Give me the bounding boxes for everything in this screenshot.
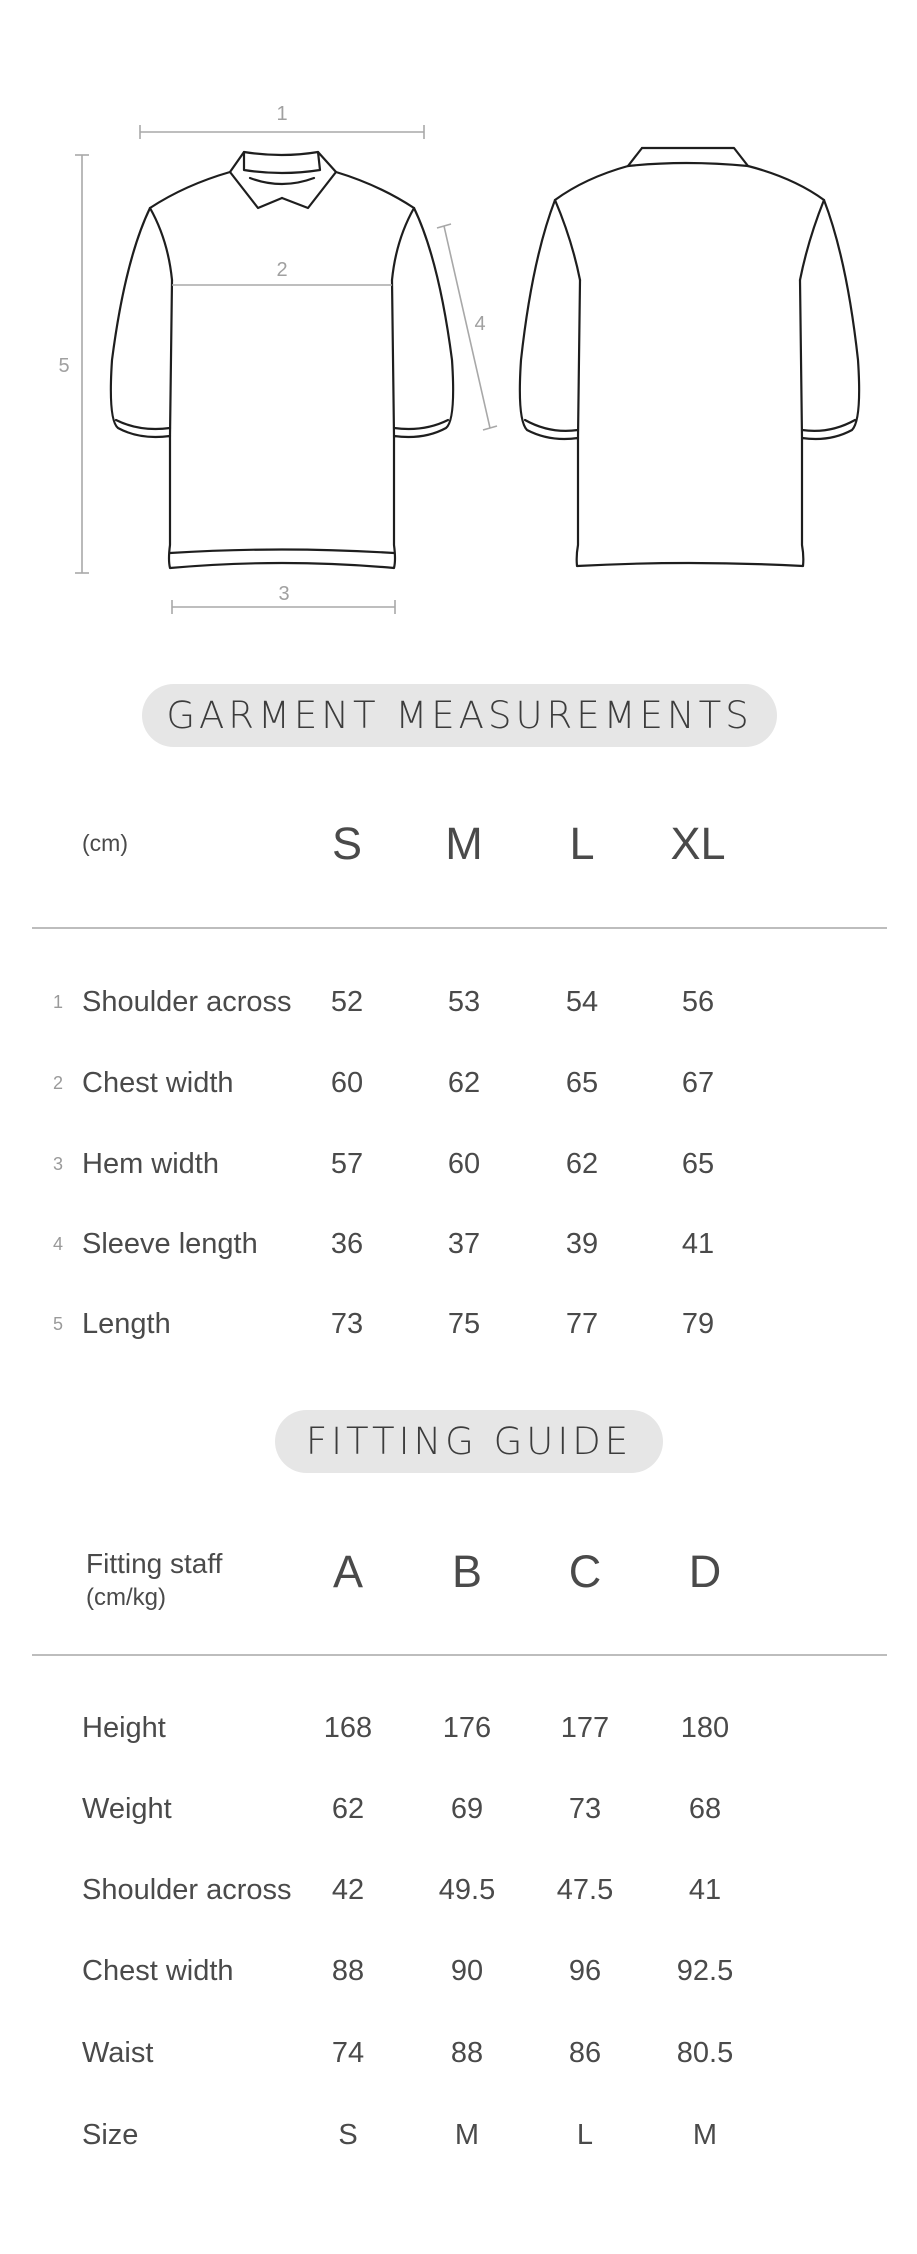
table-row — [0, 2033, 917, 2073]
cell-value: 54 — [565, 986, 599, 1018]
staff-header-d: D — [688, 1546, 722, 1597]
cell-value: 177 — [560, 1712, 610, 1744]
cell-value: 77 — [565, 1308, 599, 1340]
cell-value: 52 — [330, 986, 364, 1018]
cell-value: 41 — [688, 1874, 722, 1906]
measurement-lines — [75, 125, 497, 614]
size-header-s: S — [331, 818, 362, 869]
fitting-staff-label: Fitting staff — [86, 1548, 223, 1579]
cell-value: 180 — [680, 1712, 730, 1744]
cell-value: 53 — [447, 986, 481, 1018]
cell-value: 96 — [568, 1955, 602, 1987]
row-label: Waist — [82, 2037, 154, 2069]
cell-value: 65 — [565, 1067, 599, 1099]
cell-value: 80.5 — [676, 2037, 734, 2069]
row-label: Height — [82, 1712, 166, 1744]
dimension-label-3: 3 — [278, 583, 290, 605]
dimension-label-5: 5 — [58, 355, 70, 377]
garment-header-divider — [32, 927, 887, 929]
table-row — [0, 1951, 917, 1991]
row-index: 3 — [52, 1154, 63, 1174]
fitting-unit-label: (cm/kg) — [86, 1584, 166, 1611]
size-header-m: M — [445, 818, 483, 869]
table-row — [0, 1870, 917, 1910]
row-label: Sleeve length — [82, 1228, 258, 1260]
staff-header-c: C — [568, 1546, 602, 1597]
cell-value: 68 — [688, 1793, 722, 1825]
staff-header-b: B — [451, 1546, 482, 1597]
cell-value: L — [576, 2119, 594, 2151]
dimension-label-4: 4 — [474, 313, 486, 335]
cell-value: 39 — [565, 1228, 599, 1260]
cell-value: 36 — [330, 1228, 364, 1260]
cell-value: 74 — [331, 2037, 365, 2069]
row-index: 4 — [52, 1234, 63, 1254]
row-index: 1 — [52, 992, 63, 1012]
cell-value: 62 — [331, 1793, 365, 1825]
cell-value: 47.5 — [556, 1874, 614, 1906]
table-row — [0, 1224, 917, 1264]
fitting-guide-heading: FITTING GUIDE — [275, 1410, 663, 1473]
row-label: Size — [82, 2119, 139, 2151]
table-row — [0, 982, 917, 1022]
cell-value: 73 — [568, 1793, 602, 1825]
cell-value: 86 — [568, 2037, 602, 2069]
table-row — [0, 2115, 917, 2155]
cell-value: 92.5 — [676, 1955, 734, 1987]
table-row — [0, 1789, 917, 1829]
garment-measurements-heading: GARMENT MEASUREMENTS — [142, 684, 777, 747]
cell-value: 88 — [331, 1955, 365, 1987]
row-index: 2 — [52, 1073, 63, 1093]
cell-value: 42 — [331, 1874, 365, 1906]
cell-value: 69 — [450, 1793, 484, 1825]
cell-value: 168 — [323, 1712, 373, 1744]
table-row — [0, 1144, 917, 1184]
shirt-back-drawing — [520, 148, 859, 566]
row-index: 5 — [52, 1314, 63, 1334]
cell-value: 88 — [450, 2037, 484, 2069]
cell-value: 41 — [681, 1228, 715, 1260]
size-header-xl: XL — [670, 818, 726, 869]
cell-value: 60 — [447, 1148, 481, 1180]
cell-value: 79 — [681, 1308, 715, 1340]
cell-value: 62 — [565, 1148, 599, 1180]
cell-value: 73 — [330, 1308, 364, 1340]
cell-value: 65 — [681, 1148, 715, 1180]
cell-value: S — [338, 2119, 358, 2151]
shirt-front-drawing — [111, 152, 453, 568]
fitting-header-divider — [32, 1654, 887, 1656]
cell-value: 62 — [447, 1067, 481, 1099]
table-row — [0, 1304, 917, 1344]
row-label: Shoulder across — [82, 1874, 292, 1906]
cell-value: 56 — [681, 986, 715, 1018]
garment-unit-label: (cm) — [82, 830, 128, 856]
row-label: Length — [82, 1308, 171, 1340]
dimension-label-1: 1 — [276, 103, 288, 125]
cell-value: 49.5 — [438, 1874, 496, 1906]
cell-value: 60 — [330, 1067, 364, 1099]
garment-illustration — [0, 0, 917, 640]
cell-value: 75 — [447, 1308, 481, 1340]
row-label: Weight — [82, 1793, 172, 1825]
cell-value: 57 — [330, 1148, 364, 1180]
cell-value: 176 — [442, 1712, 492, 1744]
table-row — [0, 1708, 917, 1748]
dimension-label-2: 2 — [276, 259, 288, 281]
cell-value: M — [692, 2119, 718, 2151]
row-label: Shoulder across — [82, 986, 292, 1018]
row-label: Hem width — [82, 1148, 219, 1180]
size-header-l: L — [569, 818, 595, 869]
cell-value: 90 — [450, 1955, 484, 1987]
row-label: Chest width — [82, 1955, 234, 1987]
cell-value: M — [454, 2119, 480, 2151]
table-row — [0, 1063, 917, 1103]
row-label: Chest width — [82, 1067, 234, 1099]
cell-value: 37 — [447, 1228, 481, 1260]
cell-value: 67 — [681, 1067, 715, 1099]
staff-header-a: A — [332, 1546, 363, 1597]
